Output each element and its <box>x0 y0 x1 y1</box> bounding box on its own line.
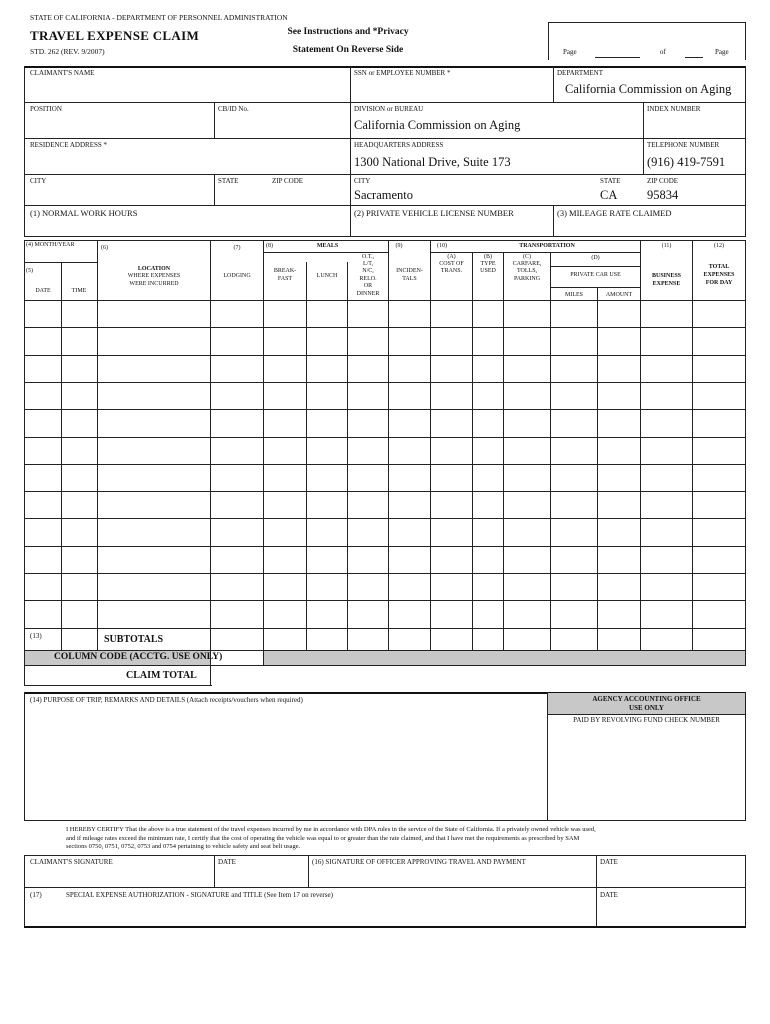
page-total-field[interactable] <box>685 57 703 58</box>
vehicle-license-label: (2) PRIVATE VEHICLE LICENSE NUMBER <box>354 208 514 218</box>
form-number: STD. 262 (REV. 9/2007) <box>30 47 105 56</box>
col-breakfast-1: BREAK- <box>273 268 297 274</box>
position-label: POSITION <box>30 105 62 113</box>
col-location-1: LOCATION <box>137 266 171 272</box>
hq-address-label: HEADQUARTERS ADDRESS <box>354 141 444 149</box>
col-12: (12) <box>714 243 724 249</box>
officer-signature-label: (16) SIGNATURE OF OFFICER APPROVING TRAVEL AND PAYMENT <box>312 858 526 866</box>
hq-city-value[interactable]: Sacramento <box>354 188 414 202</box>
agency-office-use-only: USE ONLY <box>629 704 664 712</box>
col-meals: MEALS <box>316 243 339 249</box>
col-ot-3: N/C, <box>362 268 374 274</box>
col-d: (D) <box>591 255 600 261</box>
col-7: (7) <box>233 245 241 251</box>
col-location-2: WHERE EXPENSES <box>127 273 181 279</box>
cbid-label: CB/ID No. <box>218 105 249 113</box>
claimant-name-label: CLAIMANT'S NAME <box>30 69 95 77</box>
page-label-2: Page <box>715 48 729 56</box>
hq-state-label: STATE <box>600 177 621 185</box>
zip-label: ZIP CODE <box>272 177 304 185</box>
claimant-date-label: DATE <box>218 858 236 866</box>
col-c-1: CARFARE, <box>512 261 542 267</box>
table-row[interactable] <box>24 327 746 328</box>
col-11: (11) <box>661 243 672 249</box>
hq-zip-label: ZIP CODE <box>647 177 679 185</box>
table-row[interactable] <box>24 382 746 383</box>
ssn-label: SSN or EMPLOYEE NUMBER * <box>354 69 451 77</box>
table-row[interactable] <box>24 355 746 356</box>
subtotals-label: SUBTOTALS <box>104 634 164 645</box>
state-label: STATE <box>218 177 239 185</box>
department-value[interactable]: California Commission on Aging <box>565 82 732 96</box>
work-hours-label: (1) NORMAL WORK HOURS <box>30 208 138 218</box>
residence-address-field[interactable] <box>28 150 346 172</box>
agency-name: STATE OF CALIFORNIA - DEPARTMENT OF PERSONNEL ADMINISTRATION <box>30 13 288 22</box>
col-10: (10) <box>437 243 447 249</box>
row-13-label: (13) <box>30 632 42 640</box>
index-number-label: INDEX NUMBER <box>647 105 701 113</box>
col-incidentals-1: INCIDEN- <box>396 268 423 274</box>
col-total-3: FOR DAY <box>705 280 733 286</box>
col-ot-6: DINNER <box>356 291 380 297</box>
form-title: TRAVEL EXPENSE CLAIM <box>30 28 200 43</box>
col-c: (C) <box>523 254 531 260</box>
purpose-field[interactable] <box>28 708 543 816</box>
table-row[interactable] <box>24 600 746 601</box>
of-label: of <box>660 48 666 56</box>
special-date-field[interactable] <box>600 901 742 923</box>
officer-signature-field[interactable] <box>312 868 592 885</box>
claimant-name-field[interactable] <box>28 78 346 100</box>
col-c-2: TOLLS, <box>516 268 538 274</box>
col-ot-4: RELO. <box>359 276 377 282</box>
division-value[interactable]: California Commission on Aging <box>354 118 521 132</box>
claimant-signature-field[interactable] <box>28 868 210 885</box>
claimant-date-field[interactable] <box>218 868 304 885</box>
officer-date-label: DATE <box>600 858 618 866</box>
hq-state-value[interactable]: CA <box>600 188 618 202</box>
col-ot-2: L/T, <box>362 261 374 267</box>
table-row[interactable] <box>24 491 746 492</box>
col-a-1: COST OF <box>439 261 464 267</box>
ssn-field[interactable] <box>354 78 550 100</box>
col-ot-5: OR <box>363 283 373 289</box>
col-lodging: LODGING <box>223 273 251 279</box>
col-incidentals-2: TALS <box>402 276 417 282</box>
city-label: CITY <box>30 177 47 185</box>
col-business-1: BUSINESS <box>651 273 681 279</box>
division-label: DIVISION or BUREAU <box>354 105 424 113</box>
col-lunch: LUNCH <box>316 273 338 279</box>
special-date-label: DATE <box>600 891 618 899</box>
position-field[interactable] <box>28 114 210 136</box>
hq-address-value[interactable]: 1300 National Drive, Suite 173 <box>354 155 511 169</box>
col-business-2: EXPENSE <box>652 281 681 287</box>
residence-address-label: RESIDENCE ADDRESS * <box>30 141 108 149</box>
item-17-label: (17) <box>30 891 42 899</box>
col-time: TIME <box>71 288 87 294</box>
col-a-2: TRANS. <box>440 268 463 274</box>
col-9: (9) <box>395 243 403 249</box>
residence-city-field[interactable] <box>28 186 346 204</box>
certify-line-3: sections 0750, 0751, 0752, 0753 and 0754 pertaining to vehicle safety and seat belt usage. <box>66 843 301 850</box>
page-number-field[interactable] <box>595 57 640 58</box>
instructions-line-2: Statement On Reverse Side <box>292 45 404 55</box>
col-5: (5) <box>26 268 33 274</box>
mileage-rate-label: (3) MILEAGE RATE CLAIMED <box>557 208 672 218</box>
telephone-value[interactable]: (916) 419-7591 <box>647 155 726 169</box>
col-miles: MILES <box>565 292 583 298</box>
col-ot-1: O.T., <box>361 254 375 260</box>
department-label: DEPARTMENT <box>557 69 603 77</box>
certify-line-2: and if mileage rates exceed the minimum rate, I certify that the cost of operating the vehicle was equal to or greater than the rate claimed, and that I have met the requirements as prescribed by SAM <box>66 834 580 842</box>
page-label: Page <box>563 48 577 56</box>
special-authorization-label: SPECIAL EXPENSE AUTHORIZATION - SIGNATURE and TITLE (See Item 17 on reverse) <box>66 891 333 899</box>
table-row[interactable] <box>24 546 746 547</box>
telephone-label: TELEPHONE NUMBER <box>647 141 720 149</box>
column-code-label: COLUMN CODE (ACCTG. USE ONLY) <box>54 652 223 662</box>
purpose-label: (14) PURPOSE OF TRIP, REMARKS AND DETAILS (Attach receipts/vouchers when required) <box>30 696 303 704</box>
col-b-2: USED <box>480 268 496 274</box>
table-row[interactable] <box>24 437 746 438</box>
claimant-signature-label: CLAIMANT'S SIGNATURE <box>30 858 113 866</box>
col-amount: AMOUNT <box>605 292 633 298</box>
col-private-car: PRIVATE CAR USE <box>570 272 621 278</box>
cbid-field[interactable] <box>218 114 346 136</box>
col-breakfast-2: FAST <box>277 276 293 282</box>
table-row[interactable] <box>24 464 746 465</box>
table-row[interactable] <box>24 518 746 519</box>
col-transportation: TRANSPORTATION <box>519 243 575 249</box>
certify-line-1: I HEREBY CERTIFY That the above is a true statement of the travel expenses incurred by me in accordance with DPA rules in the service of the State of California. If a privately owned vehicle was used, <box>66 826 596 833</box>
col-8: (8) <box>266 243 273 249</box>
col-6: (6) <box>101 245 108 251</box>
claim-total-label: CLAIM TOTAL <box>126 670 197 681</box>
claim-total-field[interactable] <box>211 666 745 684</box>
hq-zip-value[interactable]: 95834 <box>647 188 679 202</box>
col-c-3: PARKING <box>513 276 541 282</box>
col-total-2: EXPENSES <box>703 272 735 278</box>
instructions-line-1: See Instructions and *Privacy <box>287 27 409 37</box>
col-month-year: (4) MONTH/YEAR <box>26 242 75 248</box>
special-authorization-field[interactable] <box>66 901 592 923</box>
table-row[interactable] <box>24 409 746 410</box>
col-total-1: TOTAL <box>708 264 730 270</box>
col-a: (A) <box>447 254 456 260</box>
col-date: DATE <box>35 288 51 294</box>
hq-city-label: CITY <box>354 177 371 185</box>
table-row[interactable] <box>24 628 746 629</box>
table-row[interactable] <box>24 573 746 574</box>
agency-office-label: AGENCY ACCOUNTING OFFICE <box>592 695 701 703</box>
officer-date-field[interactable] <box>600 868 742 885</box>
col-location-3: WERE INCURRED <box>129 281 179 287</box>
col-b: (B) <box>484 254 492 260</box>
revolving-fund-label: PAID BY REVOLVING FUND CHECK NUMBER <box>573 716 720 724</box>
index-number-field[interactable] <box>647 114 742 136</box>
col-b-1: TYPE <box>480 261 496 267</box>
